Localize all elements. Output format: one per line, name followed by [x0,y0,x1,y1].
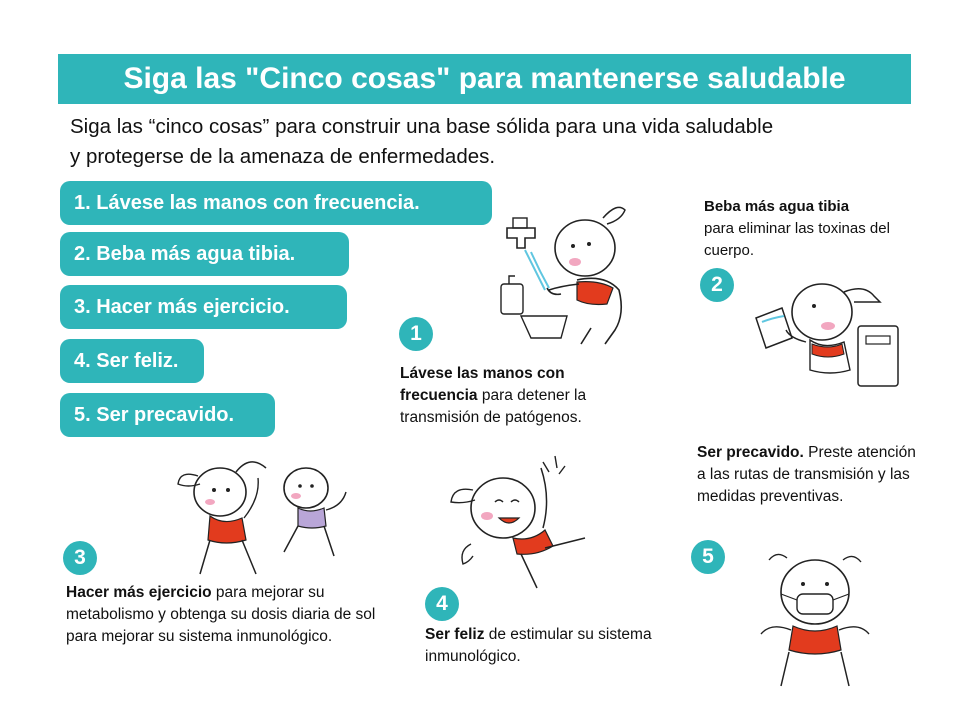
intro-line-1: Siga las “cinco cosas” para construir una base sólida para una vida saludable [70,115,774,138]
mask-illustration [745,540,885,690]
page-title: Siga las "Cinco cosas" para mantenerse saludable [58,54,911,104]
step-5-bold: Ser precavido. [697,444,804,461]
pill-drink-water: 2. Beba más agua tibia. [60,232,349,276]
step-3-badge: 3 [63,541,97,575]
step-1-caption [400,363,640,429]
intro-text [70,112,910,172]
step-1-text: para detener la transmisión de patógenos. [400,387,587,426]
step-2-bold: Beba más agua tibia [704,198,850,215]
step-2-caption [704,196,924,262]
step-2-text: para eliminar las toxinas del cuerpo. [704,220,890,259]
step-4-bold: Ser feliz [425,626,485,643]
step-3-text: para mejorar su metabolismo y obtenga su dosis diaria de sol para mejorar su sistema inmunológico. [66,584,376,645]
washing-hands-illustration [495,188,645,348]
step-1-bold: Lávese las manos con frecuencia [400,365,565,404]
pill-be-happy: 4. Ser feliz. [60,339,204,383]
happy-illustration [425,452,615,592]
pill-wash-hands: 1. Lávese las manos con frecuencia. [60,181,492,225]
intro-line-2: y protegerse de la amenaza de enfermedades. [70,145,496,168]
pill-be-careful: 5. Ser precavido. [60,393,275,437]
step-4-text: de estimular su sistema inmunológico. [425,626,652,665]
step-2-badge: 2 [700,268,734,302]
step-5-caption [697,442,927,508]
step-5-badge: 5 [691,540,725,574]
drinking-water-illustration [740,270,920,390]
step-1-badge: 1 [399,317,433,351]
step-4-caption [425,624,655,668]
step-3-bold: Hacer más ejercicio [66,584,212,601]
pill-exercise: 3. Hacer más ejercicio. [60,285,347,329]
exercise-illustration [170,452,360,582]
step-5-text: Preste atención a las rutas de transmisión y las medidas preventivas. [697,444,916,505]
step-3-caption [66,582,386,648]
step-4-badge: 4 [425,587,459,621]
